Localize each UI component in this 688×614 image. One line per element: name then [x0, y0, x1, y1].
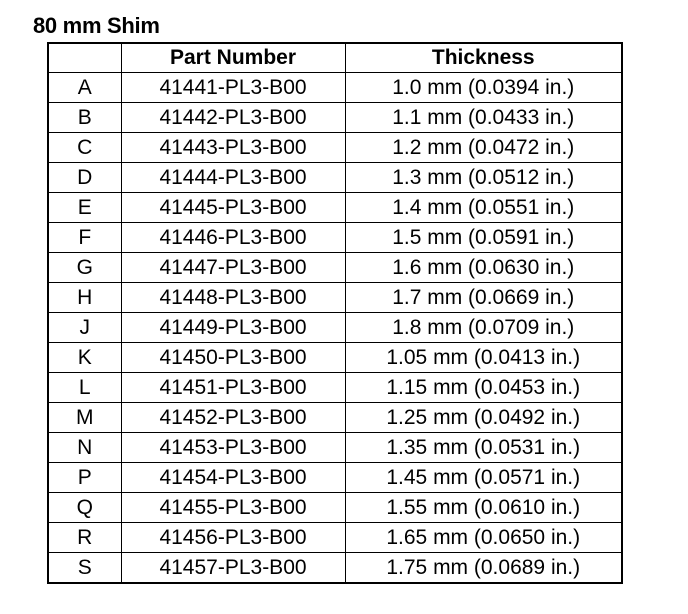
- shim-letter-cell: A: [48, 73, 121, 103]
- part-number-cell: 41443-PL3-B00: [121, 133, 345, 163]
- table-row: [48, 193, 622, 223]
- header-part-number: Part Number: [121, 43, 345, 73]
- thickness-cell: 1.6 mm (0.0630 in.): [345, 253, 622, 283]
- table-row: [48, 313, 622, 343]
- table-row: [48, 133, 622, 163]
- thickness-cell: 1.0 mm (0.0394 in.): [345, 73, 622, 103]
- thickness-cell: 1.35 mm (0.0531 in.): [345, 433, 622, 463]
- header-row: [48, 43, 622, 73]
- thickness-cell: 1.65 mm (0.0650 in.): [345, 523, 622, 553]
- thickness-cell: 1.8 mm (0.0709 in.): [345, 313, 622, 343]
- thickness-cell: 1.75 mm (0.0689 in.): [345, 553, 622, 584]
- thickness-cell: 1.05 mm (0.0413 in.): [345, 343, 622, 373]
- table-row: [48, 223, 622, 253]
- table-row: [48, 553, 622, 584]
- thickness-cell: 1.4 mm (0.0551 in.): [345, 193, 622, 223]
- table-body: [48, 73, 622, 584]
- shim-letter-cell: P: [48, 463, 121, 493]
- table-row: [48, 523, 622, 553]
- shim-letter-cell: B: [48, 103, 121, 133]
- table-row: [48, 493, 622, 523]
- thickness-cell: 1.55 mm (0.0610 in.): [345, 493, 622, 523]
- part-number-cell: 41451-PL3-B00: [121, 373, 345, 403]
- header-thickness: Thickness: [345, 43, 622, 73]
- table-row: [48, 403, 622, 433]
- thickness-cell: 1.25 mm (0.0492 in.): [345, 403, 622, 433]
- table-row: [48, 283, 622, 313]
- part-number-cell: 41448-PL3-B00: [121, 283, 345, 313]
- part-number-cell: 41452-PL3-B00: [121, 403, 345, 433]
- part-number-cell: 41449-PL3-B00: [121, 313, 345, 343]
- table-header: [48, 43, 622, 73]
- shim-letter-cell: G: [48, 253, 121, 283]
- shim-letter-cell: H: [48, 283, 121, 313]
- shim-letter-cell: E: [48, 193, 121, 223]
- shim-letter-cell: J: [48, 313, 121, 343]
- part-number-cell: 41442-PL3-B00: [121, 103, 345, 133]
- part-number-cell: 41456-PL3-B00: [121, 523, 345, 553]
- part-number-cell: 41444-PL3-B00: [121, 163, 345, 193]
- thickness-cell: 1.45 mm (0.0571 in.): [345, 463, 622, 493]
- shim-letter-cell: M: [48, 403, 121, 433]
- table-row: [48, 433, 622, 463]
- shim-letter-cell: F: [48, 223, 121, 253]
- shim-letter-cell: C: [48, 133, 121, 163]
- thickness-cell: 1.5 mm (0.0591 in.): [345, 223, 622, 253]
- part-number-cell: 41441-PL3-B00: [121, 73, 345, 103]
- table-row: [48, 103, 622, 133]
- thickness-cell: 1.7 mm (0.0669 in.): [345, 283, 622, 313]
- part-number-cell: 41446-PL3-B00: [121, 223, 345, 253]
- table-row: [48, 163, 622, 193]
- part-number-cell: 41457-PL3-B00: [121, 553, 345, 584]
- shim-letter-cell: N: [48, 433, 121, 463]
- table-row: [48, 253, 622, 283]
- part-number-cell: 41453-PL3-B00: [121, 433, 345, 463]
- table-row: [48, 373, 622, 403]
- part-number-cell: 41454-PL3-B00: [121, 463, 345, 493]
- thickness-cell: 1.15 mm (0.0453 in.): [345, 373, 622, 403]
- header-letter: [48, 43, 121, 73]
- thickness-cell: 1.3 mm (0.0512 in.): [345, 163, 622, 193]
- shim-letter-cell: S: [48, 553, 121, 584]
- shim-letter-cell: Q: [48, 493, 121, 523]
- part-number-cell: 41447-PL3-B00: [121, 253, 345, 283]
- shim-table: [47, 42, 623, 584]
- part-number-cell: 41455-PL3-B00: [121, 493, 345, 523]
- part-number-cell: 41450-PL3-B00: [121, 343, 345, 373]
- thickness-cell: 1.2 mm (0.0472 in.): [345, 133, 622, 163]
- table-row: [48, 73, 622, 103]
- thickness-cell: 1.1 mm (0.0433 in.): [345, 103, 622, 133]
- part-number-cell: 41445-PL3-B00: [121, 193, 345, 223]
- shim-letter-cell: R: [48, 523, 121, 553]
- shim-letter-cell: D: [48, 163, 121, 193]
- shim-letter-cell: K: [48, 343, 121, 373]
- table-row: [48, 343, 622, 373]
- table-row: [48, 463, 622, 493]
- shim-letter-cell: L: [48, 373, 121, 403]
- page-title: 80 mm Shim: [33, 13, 160, 38]
